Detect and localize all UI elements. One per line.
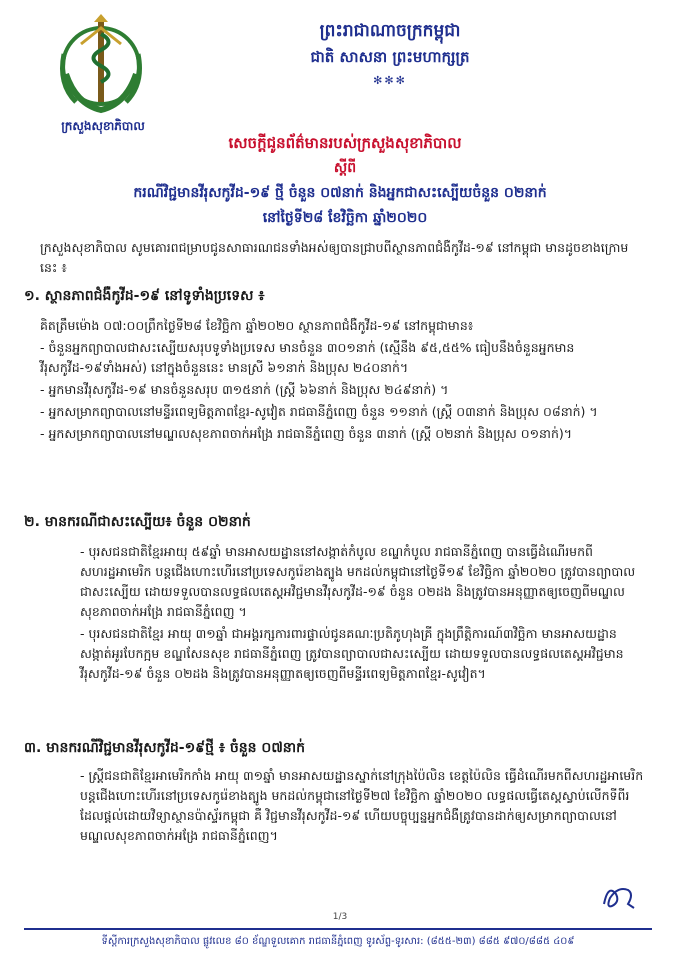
footer-address: ទីស្តីការក្រសួងសុខាភិបាល ផ្លូវលេខ ៨០ ខ័ណ្ឌទួលគោក រាជធានីភ្នំពេញ ទូរស័ព្ទ-ទូរសារ: (៨៥៥-២៣) ៨៨៥ ៩៧០/៨៨៥ ៤០៩ <box>101 936 575 947</box>
document-date: នៅថ្ងៃទី២៨ ខែវិច្ឆិកា ឆ្នាំ២០២០ <box>262 210 428 226</box>
section-2-body <box>40 542 644 686</box>
document-subtitle-about: ស្តីពី <box>333 160 357 176</box>
ministry-caption: ក្រសួងសុខាភិបាល <box>61 119 145 133</box>
section-2-heading: ២. មានករណីជាសះស្បើយ៖ ចំនួន ០២នាក់ <box>24 514 251 530</box>
document-headline: ករណីវិជ្ជមានវីរុសកូវីដ-១៩ ថ្មី ចំនួន ០៧នាក់ និងអ្នកជាសះស្បើយចំនួន ០២នាក់ <box>133 185 547 201</box>
national-motto: ជាតិ សាសនា ព្រះមហាក្សត្រ <box>310 48 470 66</box>
section-3-heading: ៣. មានករណីវិជ្ជមានវីរុសកូវីដ-១៩ថ្មី ៖ ចំនួន ០៧នាក់ <box>24 740 306 756</box>
signature <box>598 880 638 914</box>
list-item: - អ្នកសម្រាកព្យាបាលនៅមន្ទីរពេទ្យមិត្តភាពខ្មែរ-សូវៀត រាជធានីភ្នំពេញ ចំនួន ១១នាក់ (ស្រ្តី ០៣នាក់ និងប្រុស ០៨នាក់) ។ <box>40 404 598 419</box>
list-item: - បុរសជនជាតិខ្មែរអាយុ ៥៩ឆ្នាំ មានអាសយដ្ឋាននៅសង្កាត់កំបូល ខណ្ឌកំបូល រាជធានីភ្នំពេញ បានធ្វើដំណើរមកពីសហរដ្ឋអាមេរិក បន្តជើងហោះហើរនៅប្រទេសកូរ៉េខាងត្បូង មកដល់កម្ពុជានៅថ្ងៃទី១៩ ខែវិច្ឆិកា ឆ្នាំ២០២០ ត្រូវបានព្យាបាលជាសះស្បើយ ដោយទទួលបានលទ្ធផលតេស្តអវិជ្ជមានវីរុសកូវីដ-១៩ ចំនួន ០២ដង និងត្រូវបានអនុញ្ញាតឲ្យចេញពីមណ្ឌលសុខភាពចាក់អង្រែ រាជធានីភ្នំពេញ ។ <box>80 544 636 619</box>
document-title: សេចក្តីជូនព័ត៌មានរបស់ក្រសួងសុខាភិបាល <box>228 134 462 152</box>
intro-paragraph: ក្រសួងសុខាភិបាល សូមគោរពជម្រាបជូនសាធារណជនទាំងអស់ឲ្យបានជ្រាបពីស្ថានភាពជំងឺកូវីដ-១៩ នៅកម្ពុជា មានដូចខាងក្រោមនេះ ៖ <box>40 240 629 275</box>
footer-divider <box>24 928 652 930</box>
section-3-body <box>40 766 644 848</box>
kingdom-title: ព្រះរាជាណាចក្រកម្ពុជា <box>319 21 461 41</box>
list-item: - ចំនួនអ្នកព្យាបាលជាសះស្បើយសរុបទូទាំងប្រទេស មានចំនួន ៣០១នាក់ (ស្មើនឹង ៩៥,៥៥% ធៀបនឹងចំនួនអ្នកមានវីរុសកូវីដ-១៩ទាំងអស់) នៅក្នុងចំនួននេះ មានស្រី ៦១នាក់ និងប្រុស ២៤០នាក់។ <box>40 340 575 375</box>
list-item: - ស្ត្រីជនជាតិខ្មែរអាមេរិកកាំង អាយុ ៣១ឆ្នាំ មានអាសយដ្ឋានស្នាក់នៅក្រុងប៉ៃលិន ខេត្តប៉ៃលិន ធ្វើដំណើរមកពីសហរដ្ឋអាមេរិក បន្តជើងហោះហើរនៅប្រទេសកូរ៉េខាងត្បូង មកដល់កម្ពុជានៅថ្ងៃទី២៧ ខែវិច្ឆិកា ឆ្នាំ២០២០ លទ្ធផលធ្វើតេស្តស្វាប់លើកទីពីរ ដែលផ្តល់ដោយវិទ្យាស្ថានប៉ាស្ទ័រកម្ពុជា គឺ វិជ្ជមានវីរុសកូវីដ-១៩ ហើយបច្ចុប្បន្នអ្នកជំងឺត្រូវបានដាក់ឲ្យសម្រាកព្យាបាលនៅមណ្ឌលសុខភាពចាក់អង្រែ រាជធានីភ្នំពេញ។ <box>80 768 644 843</box>
list-item: - អ្នកសម្រាកព្យាបាលនៅមណ្ឌលសុខភាពចាក់អង្រែ រាជធានីភ្នំពេញ ចំនួន ៣នាក់ (ស្រ្តី ០២នាក់ និងប្រុស ០១នាក់)។ <box>40 426 573 441</box>
ministry-logo <box>46 14 156 134</box>
list-item: - បុរសជនជាតិខ្មែរ អាយុ ៣១ឆ្នាំ ជាអង្គរក្សការពារផ្ទាល់ជូនគណៈប្រតិភូហុងគ្រី ក្នុងព្រឹត្តិការណ៍៣វិច្ឆិកា មានអាសយដ្ឋាន សង្កាត់អូរបែកក្អម ខណ្ឌសែនសុខ រាជធានីភ្នំពេញ ត្រូវបានព្យាបាលជាសះស្បើយ ដោយទទួលបានលទ្ធផលតេស្តអវិជ្ជមានវីរុសកូវីដ-១៩ ចំនួន ០២ដង និងត្រូវបានអនុញ្ញាតឲ្យចេញពីមន្ទីរពេទ្យមិត្តភាពខ្មែរ-សូវៀត។ <box>80 626 624 681</box>
section-1-body <box>40 316 644 446</box>
section-1-lead: គិតត្រឹមម៉ោង ០៧:០០ព្រឹកថ្ងៃទី២៨ ខែវិច្ឆិកា ឆ្នាំ២០២០ ស្ថានភាពជំងឺកូវីដ-១៩ នៅកម្ពុជាមាន៖ <box>40 318 474 333</box>
list-item: - អ្នកមានវីរុសកូវីដ-១៩ មានចំនួនសរុប ៣១៥នាក់ (ស្រ្តី ៦៦នាក់ និងប្រុស ២៤៩នាក់) ។ <box>40 382 449 397</box>
page-number: 1/3 <box>332 912 348 922</box>
ornament: ✻✻✻ <box>373 74 407 87</box>
section-1-heading: ១. ស្ថានភាពជំងឺកូវីដ-១៩ នៅទូទាំងប្រទេស ៖ <box>24 288 265 304</box>
